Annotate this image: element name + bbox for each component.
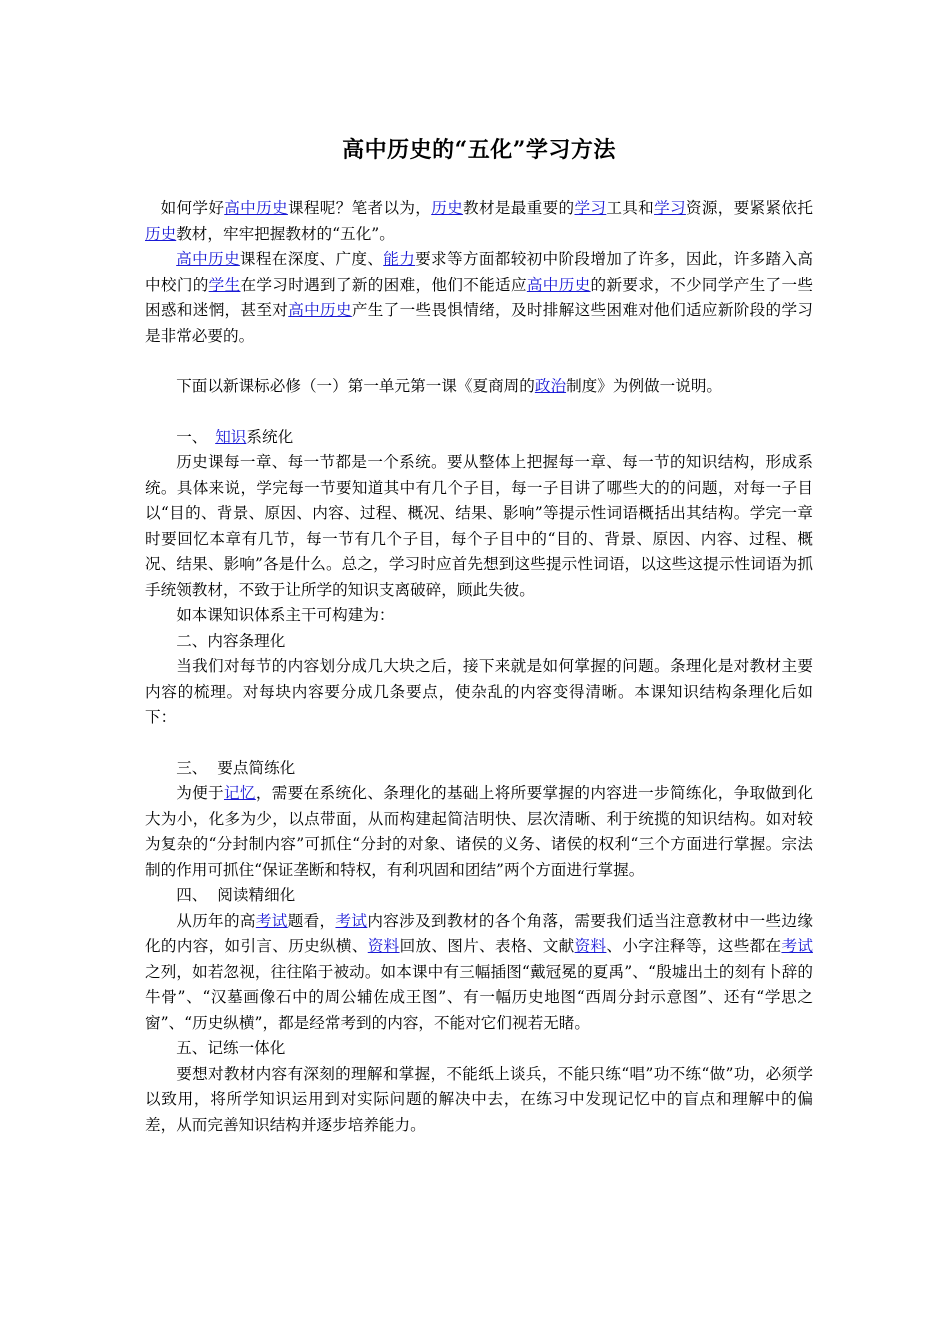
text-run: 如何学好	[160, 199, 225, 217]
document-body	[145, 196, 813, 1138]
difficulty-paragraph	[145, 247, 813, 349]
text-run: 工具和	[606, 199, 655, 217]
section-3-heading: 三、 要点简练化	[176, 758, 296, 777]
spacer	[145, 400, 813, 425]
text-run: 从历年的高	[176, 911, 256, 930]
link-xuexi[interactable]: 学习	[574, 199, 607, 217]
text-run: 系统化	[246, 427, 294, 446]
link-lishi[interactable]: 历史	[431, 199, 464, 217]
section-1-body: 历史课每一章、每一节都是一个系统。要从整体上把握每一章、每一节的知识结构，形成系统。具体来说，学完每一节要知道其中有几个子目，每一子目讲了哪些大的的问题，对每一子目以“目的、背景、原因、内容、过程、概况、结果、影响”等提示性词语概括出其结构。学完一章时要回忆本章有几节，每一节有几个子目，每个子目中的“目的、背景、原因、内容、过程、概况、结果、影响”各是什么。总之，学习时应首先想到这些提示性词语，以这些这提示性词语为抓手统领教材，不致于让所学的知识支离破碎，顾此失彼。	[145, 453, 813, 599]
section-5-heading: 五、记练一体化	[176, 1039, 286, 1057]
text-run: 教材，牢牢把握教材的“五化”。	[176, 224, 395, 243]
link-gaozhong-lishi[interactable]: 高中历史	[176, 250, 240, 268]
text-run: 产生了一些畏惧情绪，及时排解这些困难对他们适应新阶段的学习是非常必要的。	[145, 301, 813, 345]
link-lishi[interactable]: 历史	[145, 224, 177, 243]
text-run: 制度》为例做一说明。	[566, 377, 723, 395]
link-zhengzhi[interactable]: 政治	[534, 377, 567, 395]
intro-paragraph	[145, 196, 813, 247]
link-gaozhong-lishi[interactable]: 高中历史	[526, 275, 591, 294]
page-title: 高中历史的“五化”学习方法	[342, 137, 616, 163]
example-paragraph	[145, 374, 813, 400]
text-run: 要求等方面都较初中阶段增加了许多，因此，许多踏入高中校门的	[145, 250, 813, 294]
text-run: ，需要在系统化、条理化的基础上将所要掌握的内容进一步简练化，争取做到化大为小，化多为少，以点带面，从而构建起简洁明快、层次清晰、利于统揽的知识结构。如对较为复杂的“分封制内容”可抓住“分封的对象、诸侯的义务、诸侯的权利“三个方面进行掌握。宗法制的作用可抓住“保证垄断和特权，有利巩固和团结”两个方面进行掌握。	[145, 784, 813, 879]
link-ziliao[interactable]: 资料	[574, 937, 607, 955]
section-2-body: 当我们对每节的内容划分成几大块之后，接下来就是如何掌握的问题。条理化是对教材主要内容的梳理。对每块内容要分成几条要点，使杂乱的内容变得清晰。本课知识结构条理化后如下：	[145, 657, 813, 726]
link-jiyi[interactable]: 记忆	[223, 784, 256, 802]
link-xuesheng[interactable]: 学生	[208, 275, 241, 294]
text-run: 课程在深度、广度、	[239, 250, 384, 268]
link-kaoshi[interactable]: 考试	[335, 911, 368, 930]
link-ziliao[interactable]: 资料	[367, 937, 400, 955]
section-4-body	[145, 909, 813, 1037]
section-5-body: 要想对教材内容有深刻的理解和掌握，不能纸上谈兵，不能只练“唱”功不练“做”功，必须学以致用，将所学知识运用到对实际问题的解决中去，在练习中发现记忆中的盲点和理解中的偏差，从而完善知识结构并逐步培养能力。	[145, 1064, 813, 1134]
link-xuexi[interactable]: 学习	[654, 199, 686, 217]
section-1-heading	[145, 425, 813, 451]
section-4-heading: 四、 阅读精细化	[176, 886, 296, 904]
section-3-body	[145, 781, 813, 883]
text-run: 之列，如若忽视，往往陷于被动。如本课中有三幅插图“戴冠冕的夏禹”、“殷墟出土的刻有卜辞的牛骨”、“汉墓画像石中的周公辅佐成王图”、有一幅历史地图“西周分封示意图”、还有“学思之窗”、“历史纵横”，都是经常考到的内容，不能对它们视若无睹。	[145, 962, 813, 1032]
link-gaozhong-lishi[interactable]: 高中历史	[224, 199, 288, 217]
link-kaoshi[interactable]: 考试	[255, 911, 288, 930]
text-run: 、小字注释等，这些都在	[606, 937, 782, 955]
text-run: 资源，要紧紧依托	[685, 199, 813, 217]
text-run: 在学习时遇到了新的困难，他们不能适应	[240, 275, 527, 294]
section-1-note: 如本课知识体系主干可构建为：	[176, 606, 395, 624]
text-run: 下面以新课标必修（一）第一单元第一课《夏商周的	[176, 377, 535, 395]
section-2-heading: 二、内容条理化	[176, 631, 286, 650]
spacer	[145, 349, 813, 374]
link-zhishi[interactable]: 知识	[215, 427, 247, 446]
link-kaoshi[interactable]: 考试	[781, 937, 813, 955]
spacer	[145, 731, 813, 756]
link-nengli[interactable]: 能力	[383, 250, 416, 268]
text-run: 回放、图片、表格、文献	[399, 937, 575, 955]
link-gaozhong-lishi[interactable]: 高中历史	[288, 301, 352, 319]
text-run: 内容涉及到教材的各个角落，需要我们适当注意教材中一些边缘化的内容，如引言、历史纵横、	[145, 911, 813, 955]
text-run: 教材是最重要的	[463, 199, 575, 217]
text-run: 的新要求，不少同学产生了一些困惑和迷惘，甚至对	[145, 275, 813, 319]
section-number: 一、	[176, 427, 200, 446]
text-run: 课程呢？笔者以为，	[287, 199, 432, 217]
text-run: 题看，	[287, 911, 336, 930]
text-run: 为便于	[176, 784, 224, 802]
